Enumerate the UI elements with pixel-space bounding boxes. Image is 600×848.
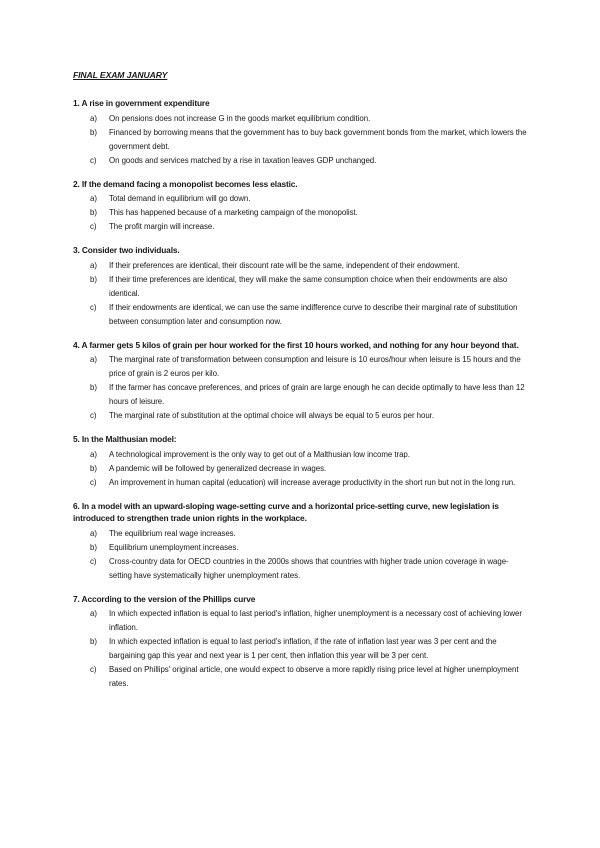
answer-option bbox=[73, 462, 533, 476]
question-heading: 7. According to the version of the Phillips curve bbox=[73, 593, 256, 604]
option-text: This has happened because of a marketing campaign of the monopolist. bbox=[109, 208, 358, 217]
answer-option bbox=[73, 126, 533, 154]
answer-option bbox=[73, 541, 533, 555]
exam-title: FINAL EXAM JANUARY bbox=[73, 70, 168, 80]
option-label: c) bbox=[90, 556, 97, 566]
option-label: b) bbox=[90, 127, 97, 137]
answer-option bbox=[73, 409, 533, 423]
answer-option bbox=[73, 353, 533, 381]
answer-option bbox=[73, 555, 533, 583]
question-list bbox=[73, 97, 533, 691]
answer-option bbox=[73, 154, 533, 168]
option-label: a) bbox=[90, 113, 97, 123]
option-text: If the farmer has concave preferences, and prices of grain are large enough he can decide optimally to have less than 12 hours of leisure. bbox=[109, 383, 525, 406]
answer-option bbox=[73, 381, 533, 409]
option-label: b) bbox=[90, 383, 97, 392]
option-text: Cross-country data for OECD countries in the 2000s shows that countries with higher trade union coverage in wage-setting have systematically higher unemployment rates. bbox=[109, 556, 509, 580]
option-text: On goods and services matched by a rise in taxation leaves GDP unchanged. bbox=[109, 155, 377, 165]
question-7 bbox=[73, 593, 533, 692]
question-heading: 6. In a model with an upward-sloping wage-setting curve and a horizontal price-setting curve, new legislation is introduced to strengthen trade union rights in the workplace. bbox=[73, 500, 499, 523]
answer-option bbox=[73, 259, 533, 273]
question-4 bbox=[73, 339, 533, 424]
option-label: b) bbox=[90, 463, 97, 473]
answer-option bbox=[73, 663, 533, 691]
question-heading: 4. A farmer gets 5 kilos of grain per hour worked for the first 10 hours worked, and nothing for any hour beyond that. bbox=[73, 339, 519, 350]
answer-option bbox=[73, 301, 533, 329]
answer-option bbox=[73, 635, 533, 663]
option-text: The profit margin will increase. bbox=[109, 222, 215, 231]
answer-option bbox=[73, 607, 533, 635]
option-text: If their preferences are identical, their discount rate will be the same, independent of their endowment. bbox=[109, 260, 460, 270]
option-label: b) bbox=[90, 542, 97, 552]
option-label: a) bbox=[90, 528, 97, 538]
answer-option bbox=[73, 448, 533, 462]
option-label: c) bbox=[90, 155, 97, 165]
answer-option bbox=[73, 112, 533, 126]
option-text: If their endowments are identical, we can use the same indifference curve to describe their marginal rate of substitution between consumption later and consumption now. bbox=[109, 302, 518, 326]
question-6 bbox=[73, 500, 533, 583]
question-3 bbox=[73, 244, 533, 329]
option-label: a) bbox=[90, 355, 97, 364]
option-label: c) bbox=[90, 302, 97, 312]
option-text: An improvement in human capital (education) will increase average productivity in the short run but not in the long run. bbox=[109, 477, 516, 487]
option-label: c) bbox=[90, 665, 97, 674]
exam-page bbox=[73, 70, 533, 701]
option-label: a) bbox=[90, 194, 97, 203]
option-label: b) bbox=[90, 208, 97, 217]
option-text: Total demand in equilibrium will go down. bbox=[109, 194, 251, 203]
option-text: The equilibrium real wage increases. bbox=[109, 528, 236, 538]
question-5 bbox=[73, 433, 533, 490]
question-heading: 3. Consider two individuals. bbox=[73, 245, 180, 255]
option-label: a) bbox=[90, 609, 97, 618]
answer-option bbox=[73, 220, 533, 234]
option-label: c) bbox=[90, 477, 97, 487]
option-label: c) bbox=[90, 222, 97, 231]
option-text: Financed by borrowing means that the government has to buy back government bonds from the market, which lowers the government debt. bbox=[109, 127, 527, 151]
question-heading: 1. A rise in government expenditure bbox=[73, 98, 210, 108]
option-label: c) bbox=[90, 411, 97, 420]
option-label: a) bbox=[90, 449, 97, 459]
option-label: a) bbox=[90, 260, 97, 270]
option-label: b) bbox=[90, 274, 97, 284]
option-label: b) bbox=[90, 637, 97, 646]
question-heading: 2. If the demand facing a monopolist becomes less elastic. bbox=[73, 178, 298, 189]
option-text: Based on Phillips' original article, one would expect to observe a more rapidly rising price level at higher unemployment rates. bbox=[109, 665, 519, 688]
question-2 bbox=[73, 178, 533, 235]
answer-option bbox=[73, 273, 533, 301]
option-text: The marginal rate of transformation between consumption and leisure is 10 euros/hour when leisure is 15 hours and the price of grain is 2 euros per kilo. bbox=[109, 355, 521, 378]
option-text: A pandemic will be followed by generalized decrease in wages. bbox=[109, 463, 327, 473]
option-text: On pensions does not increase G in the goods market equilibrium condition. bbox=[109, 113, 371, 123]
option-text: If their time preferences are identical, they will make the same consumption choice when their endowments are also identical. bbox=[109, 274, 508, 298]
option-text: In which expected inflation is equal to last period's inflation, higher unemployment is a necessary cost of achieving lower inflation. bbox=[109, 609, 522, 632]
answer-option bbox=[73, 476, 533, 490]
question-1 bbox=[73, 97, 533, 168]
answer-option bbox=[73, 206, 533, 220]
option-text: The marginal rate of substitution at the optimal choice will always be equal to 5 euros per hour. bbox=[109, 411, 434, 420]
option-text: A technological improvement is the only way to get out of a Malthusian low income trap. bbox=[109, 449, 410, 459]
answer-option bbox=[73, 192, 533, 206]
answer-option bbox=[73, 527, 533, 541]
option-text: Equilibrium unemployment increases. bbox=[109, 542, 239, 552]
option-text: In which expected inflation is equal to last period's inflation, if the rate of inflation last year was 3 per cent and the bargaining gap this year and next year is 1 per cent, then inflation this year will be 3 per cent. bbox=[109, 637, 497, 660]
question-heading: 5. In the Malthusian model: bbox=[73, 434, 177, 444]
